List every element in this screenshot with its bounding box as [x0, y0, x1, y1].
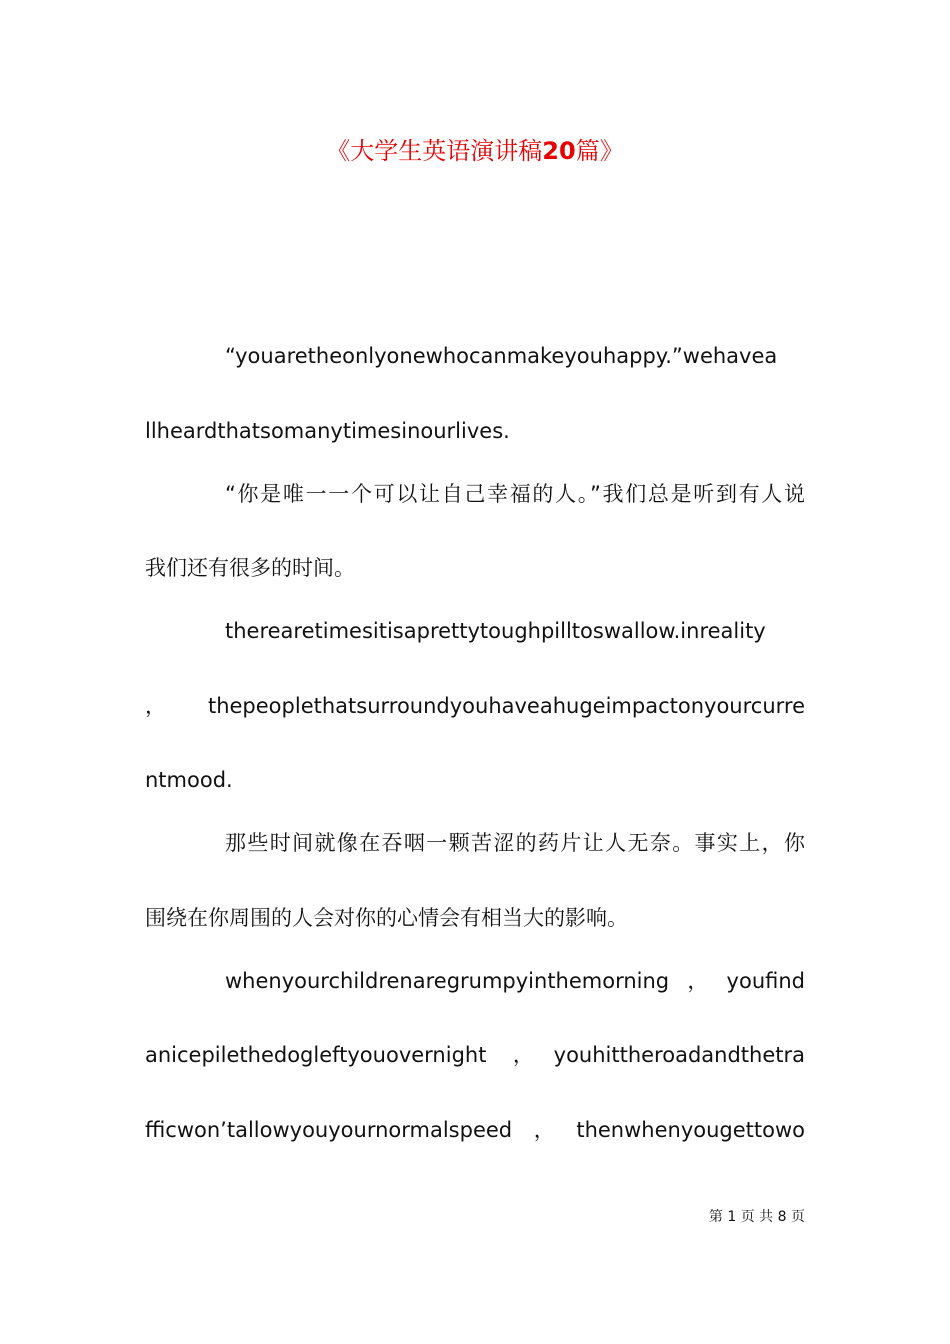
title-prefix: 《大学生英语演讲稿 — [326, 137, 543, 165]
page-number-footer: 第 1 页 共 8 页 — [708, 1209, 805, 1225]
paragraph-5-line-1: whenyourchildrenaregrumpyinthemorning，youfind — [225, 969, 805, 993]
paragraph-4-line-2: 围绕在你周围的人会对你的心情会有相当大的影响。 — [145, 906, 628, 930]
paragraph-3-line-1: therearetimesitisaprettytoughpilltoswallow.inreality — [225, 619, 766, 643]
paragraph-1-line-1: “youaretheonlyonewhocanmakeyouhappy.”wehavea — [225, 344, 778, 368]
paragraph-2-line-2: 我们还有很多的时间。 — [145, 556, 355, 580]
document-title — [145, 128, 805, 174]
title-suffix: 篇》 — [575, 137, 624, 165]
paragraph-3-line-3: ntmood. — [145, 768, 233, 792]
paragraph-5-line-2: anicepilethedogleftyouovernight ，youhittheroadandthetra — [145, 1043, 805, 1067]
paragraph-4-line-1: 那些时间就像在吞咽一颗苦涩的药片让人无奈。事实上，你 — [225, 831, 805, 855]
title-number: 20 — [542, 137, 576, 165]
paragraph-1-line-2: llheardthatsomanytimesinourlives. — [145, 419, 510, 443]
paragraph-3-line-2: ，thepeoplethatsurroundyouhaveahugeimpactonyourcurre — [145, 694, 805, 718]
paragraph-2-line-1: “你是唯一一个可以让自己幸福的人。”我们总是听到有人说 — [225, 482, 805, 506]
paragraph-5-line-3: fficwon’tallowyouyournormalspeed，thenwhenyougettowo — [145, 1118, 805, 1142]
